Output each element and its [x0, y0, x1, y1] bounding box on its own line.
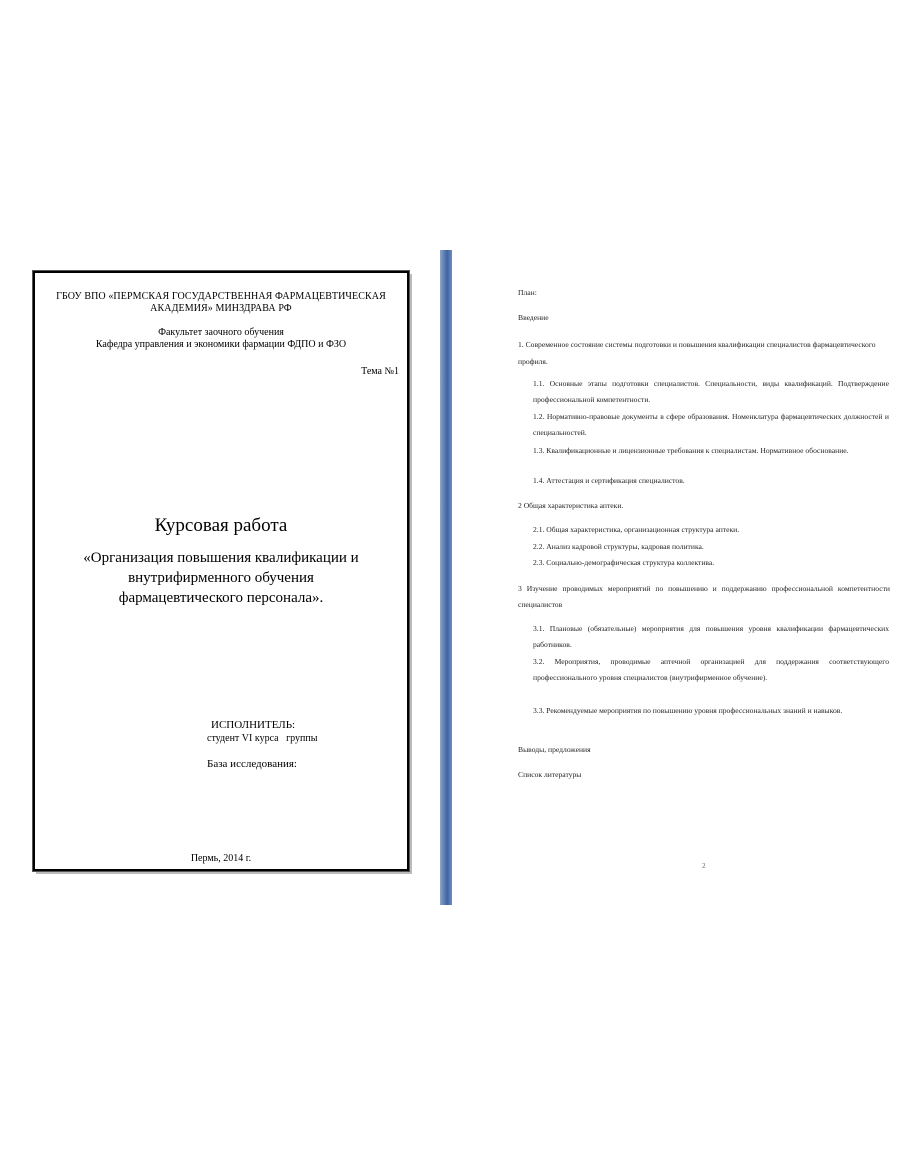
plan-item-3-2: 3.2. Мероприятия, проводимые аптечной организацией для поддержания соответствующего профессионального уровня специалистов (внутрифирменное обучение).	[533, 657, 889, 682]
plan-item-3-1: 3.1. Плановые (обязательные) мероприятия для повышения уровня квалификации фармацевтических работников.	[533, 624, 889, 649]
plan-heading: План:	[518, 288, 537, 297]
work-title-line: «Организация повышения квалификации и	[83, 550, 359, 566]
plan-chapter-2: 2 Общая характеристика аптеки.	[518, 501, 624, 510]
plan-item-2-2: 2.2. Анализ кадровой структуры, кадровая политика.	[533, 542, 704, 551]
plan-item-references: Список литературы	[518, 770, 582, 779]
page-number: 2	[702, 862, 706, 870]
plan-page	[452, 250, 910, 905]
work-type-heading: Курсовая работа	[154, 515, 288, 536]
plan-chapter-3: 3 Изучение проводимых мероприятий по повышению и поддержанию профессиональной компетентности специалистов	[518, 584, 890, 609]
work-title-line: фармацевтического персонала».	[118, 590, 324, 606]
student-line: студент VI курса группы	[207, 733, 318, 744]
title-page	[33, 271, 409, 871]
plan-item-1-4: 1.4. Аттестация и сертификация специалистов.	[533, 476, 685, 485]
plan-item-3-3: 3.3. Рекомендуемые мероприятия по повышению уровня профессиональных знаний и навыков.	[533, 706, 843, 715]
work-title-line: внутрифирменного обучения	[128, 570, 314, 586]
topic-number: Тема №1	[361, 366, 399, 377]
work-title	[35, 548, 407, 608]
plan-item-2-3: 2.3. Социально-демографическая структура коллектива.	[533, 558, 715, 567]
faculty-block	[35, 327, 407, 351]
institution-line: ГБОУ ВПО «ПЕРМСКАЯ ГОСУДАРСТВЕННАЯ ФАРМАЦЕВТИЧЕСКАЯ	[56, 291, 386, 302]
institution-line: АКАДЕМИЯ» МИНЗДРАВА РФ	[150, 303, 292, 314]
plan-item-conclusions: Выводы, предложения	[518, 745, 591, 754]
plan-item-1-1: 1.1. Основные этапы подготовки специалистов. Специальности, виды квалификаций. Подтверждение профессиональной компетентности.	[533, 379, 889, 404]
plan-item-intro: Введение	[518, 313, 549, 322]
faculty-line: Факультет заочного обучения	[158, 327, 284, 338]
plan-chapter-1: 1. Современное состояние системы подготовки и повышения квалификации специалистов фармацевтического профиля.	[518, 340, 876, 366]
page-binding-divider	[440, 250, 452, 905]
research-base-label: База исследования:	[207, 758, 297, 770]
plan-item-1-3: 1.3. Квалификационные и лицензионные требования к специалистам. Нормативное обоснование.	[533, 446, 849, 455]
city-year: Пермь, 2014 г.	[190, 853, 252, 864]
plan-item-2-1: 2.1. Общая характеристика, организационная структура аптеки.	[533, 525, 740, 534]
plan-item-1-2: 1.2. Нормативно-правовые документы в сфере образования. Номенклатура фармацевтических должностей и специальностей.	[533, 412, 889, 437]
executor-label: ИСПОЛНИТЕЛЬ:	[211, 719, 296, 731]
department-line: Кафедра управления и экономики фармации ФДПО и ФЗО	[95, 339, 347, 350]
institution-name	[35, 291, 407, 315]
